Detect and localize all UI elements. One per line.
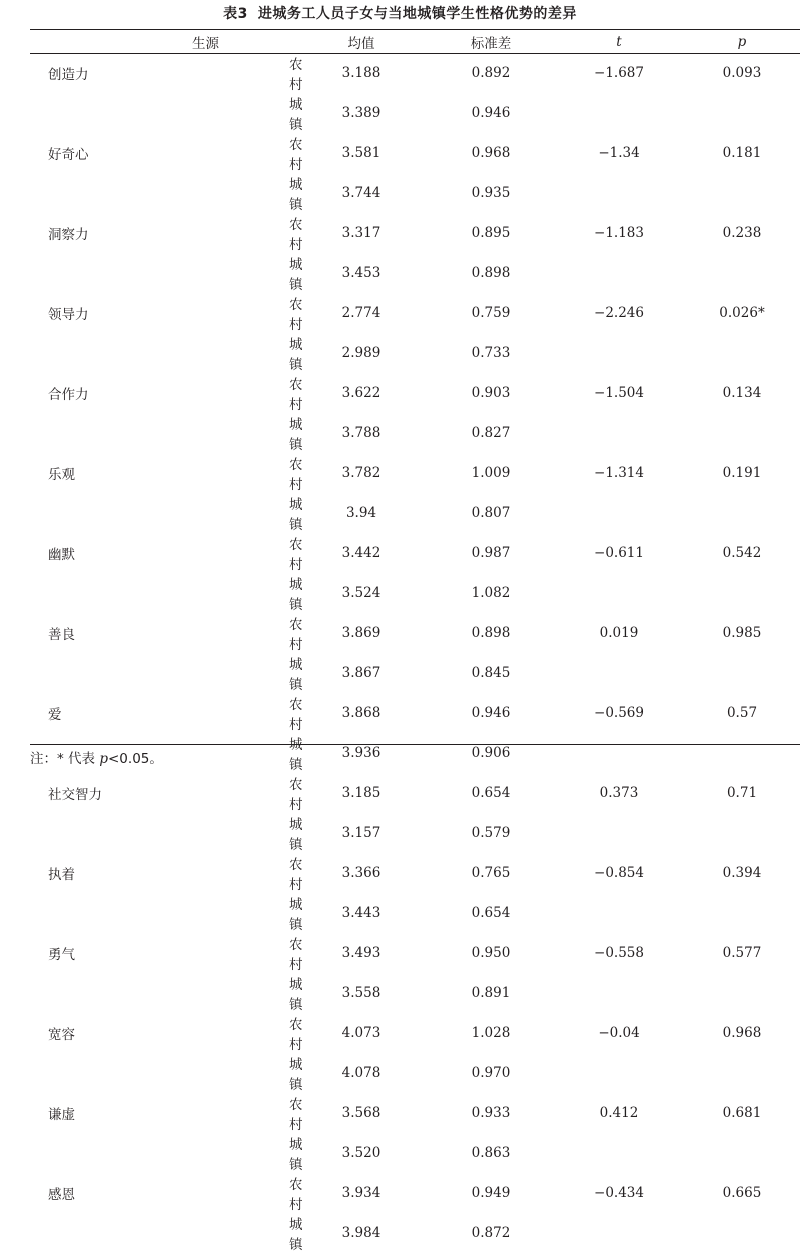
trait-cell: 创造力: [48, 67, 89, 83]
p-cell: [684, 973, 800, 1013]
mean-cell: 3.568: [341, 1105, 381, 1121]
t-cell: [554, 1053, 684, 1093]
mean-cell: 3.934: [341, 1185, 381, 1201]
table-row: [30, 973, 800, 1013]
table-caption: [0, 0, 800, 28]
sd-cell: 0.946: [471, 705, 511, 721]
trait-cell: [30, 1053, 158, 1093]
t-cell: −1.183: [594, 225, 644, 241]
table-row: [30, 853, 800, 893]
table-row: [30, 533, 800, 573]
p-cell: 0.71: [726, 785, 758, 801]
t-cell: [554, 1133, 684, 1173]
t-cell: [554, 653, 684, 693]
p-cell: [684, 413, 800, 453]
table-row: [30, 653, 800, 693]
table-title: 进城务工人员子女与当地城镇学生性格优势的差异: [257, 6, 577, 22]
sd-cell: 1.082: [471, 585, 511, 601]
p-cell: [684, 173, 800, 213]
t-cell: [554, 813, 684, 853]
table-row: [30, 773, 800, 813]
p-cell: 0.577: [722, 945, 762, 961]
t-cell: 0.019: [599, 625, 639, 641]
source-cell: 城镇: [289, 817, 303, 853]
table-row: [30, 1133, 800, 1173]
table-row: [30, 1213, 800, 1253]
mean-cell: 3.869: [341, 625, 381, 641]
p-cell: [684, 493, 800, 533]
table-row: [30, 133, 800, 173]
mean-cell: 3.185: [341, 785, 381, 801]
source-cell: 农村: [289, 1097, 303, 1133]
trait-cell: [30, 333, 158, 373]
source-cell: 农村: [289, 1177, 303, 1213]
header-source: 生源: [192, 35, 219, 52]
t-cell: [554, 333, 684, 373]
mean-cell: 3.493: [341, 945, 381, 961]
trait-cell: 勇气: [48, 947, 75, 963]
sd-cell: 0.863: [471, 1145, 511, 1161]
sd-cell: 0.987: [471, 545, 511, 561]
table-row: [30, 613, 800, 653]
source-cell: 农村: [289, 377, 303, 413]
p-cell: [684, 573, 800, 613]
source-cell: 农村: [289, 697, 303, 733]
t-cell: −0.04: [598, 1025, 640, 1041]
source-cell: 农村: [289, 57, 303, 93]
sd-cell: 0.872: [471, 1225, 511, 1241]
trait-cell: [30, 93, 158, 133]
table-row: [30, 253, 800, 293]
table-note: [30, 749, 163, 769]
table-row: [30, 453, 800, 493]
source-cell: 城镇: [289, 1217, 303, 1253]
p-cell: 0.681: [722, 1105, 762, 1121]
table-row: [30, 813, 800, 853]
sd-cell: 0.892: [471, 65, 511, 81]
sd-cell: 0.950: [471, 945, 511, 961]
trait-cell: 爱: [48, 707, 62, 723]
mean-cell: 3.94: [345, 505, 377, 521]
t-cell: −1.34: [598, 145, 640, 161]
p-cell: [684, 1133, 800, 1173]
p-cell: 0.985: [722, 625, 762, 641]
bottom-rule: [30, 744, 800, 745]
sd-cell: 0.946: [471, 105, 511, 121]
source-cell: 城镇: [289, 497, 303, 533]
sd-cell: 0.654: [471, 785, 511, 801]
t-cell: −0.854: [594, 865, 644, 881]
mean-cell: 4.078: [341, 1065, 381, 1081]
sd-cell: 0.949: [471, 1185, 511, 1201]
source-cell: 城镇: [289, 177, 303, 213]
t-cell: [554, 93, 684, 133]
header-t: t: [616, 33, 622, 50]
t-cell: [554, 413, 684, 453]
mean-cell: 3.558: [341, 985, 381, 1001]
mean-cell: 3.443: [341, 905, 381, 921]
source-cell: 农村: [289, 457, 303, 493]
source-cell: 城镇: [289, 977, 303, 1013]
table-row: [30, 573, 800, 613]
t-cell: 0.373: [599, 785, 639, 801]
table-number: 表3: [223, 6, 248, 22]
table-row: [30, 93, 800, 133]
header-trait: [30, 30, 158, 53]
table-row: [30, 933, 800, 973]
table-row: [30, 1013, 800, 1053]
sd-cell: 0.654: [471, 905, 511, 921]
t-cell: −0.558: [594, 945, 644, 961]
source-cell: 城镇: [289, 1057, 303, 1093]
sd-cell: 1.028: [471, 1025, 511, 1041]
sd-cell: 0.903: [471, 385, 511, 401]
source-cell: 城镇: [289, 417, 303, 453]
sd-cell: 0.933: [471, 1105, 511, 1121]
header-row: [30, 30, 800, 53]
mean-cell: 4.073: [341, 1025, 381, 1041]
trait-cell: 善良: [48, 627, 75, 643]
t-cell: [554, 1213, 684, 1253]
table-row: [30, 413, 800, 453]
note-suffix: <0.05。: [108, 751, 163, 767]
table-row: [30, 493, 800, 533]
p-cell: [684, 733, 800, 773]
trait-cell: [30, 973, 158, 1013]
mean-cell: 3.317: [341, 225, 381, 241]
source-cell: 农村: [289, 1017, 303, 1053]
t-cell: [554, 173, 684, 213]
p-cell: 0.394: [722, 865, 762, 881]
trait-cell: [30, 1133, 158, 1173]
sd-cell: 0.891: [471, 985, 511, 1001]
t-cell: 0.412: [599, 1105, 639, 1121]
p-cell: 0.093: [722, 65, 762, 81]
mean-cell: 2.774: [341, 305, 381, 321]
t-cell: −0.569: [594, 705, 644, 721]
table-body: [30, 53, 800, 1253]
mean-cell: 3.782: [341, 465, 381, 481]
sd-cell: 0.845: [471, 665, 511, 681]
trait-cell: [30, 653, 158, 693]
trait-cell: 社交智力: [48, 787, 102, 803]
table-row: [30, 213, 800, 253]
trait-cell: 宽容: [48, 1027, 75, 1043]
source-cell: 城镇: [289, 657, 303, 693]
source-cell: 农村: [289, 297, 303, 333]
source-cell: 农村: [289, 857, 303, 893]
table-row: [30, 1053, 800, 1093]
table-row: [30, 893, 800, 933]
t-cell: −2.246: [594, 305, 644, 321]
sd-cell: 0.733: [471, 345, 511, 361]
trait-cell: 乐观: [48, 467, 75, 483]
note-prefix: 注：* 代表: [30, 751, 100, 767]
source-cell: 城镇: [289, 1137, 303, 1173]
sd-cell: 0.906: [471, 745, 511, 761]
p-cell: [684, 253, 800, 293]
p-cell: [684, 893, 800, 933]
source-cell: 城镇: [289, 97, 303, 133]
table-row: [30, 173, 800, 213]
comparison-table: [30, 30, 800, 1253]
table-row: [30, 1173, 800, 1213]
source-cell: 农村: [289, 137, 303, 173]
p-cell: [684, 93, 800, 133]
trait-cell: 领导力: [48, 307, 89, 323]
sd-cell: 0.807: [471, 505, 511, 521]
source-cell: 城镇: [289, 337, 303, 373]
p-cell: 0.238: [722, 225, 762, 241]
mean-cell: 3.389: [341, 105, 381, 121]
sd-cell: 0.935: [471, 185, 511, 201]
mean-cell: 3.520: [341, 1145, 381, 1161]
source-cell: 城镇: [289, 737, 303, 773]
table-row: [30, 53, 800, 93]
mean-cell: 2.989: [341, 345, 381, 361]
t-cell: [554, 893, 684, 933]
source-cell: 城镇: [289, 257, 303, 293]
sd-cell: 0.759: [471, 305, 511, 321]
note-p-symbol: p: [99, 751, 108, 767]
trait-cell: 洞察力: [48, 227, 89, 243]
p-cell: [684, 813, 800, 853]
mean-cell: 3.453: [341, 265, 381, 281]
sd-cell: 0.898: [471, 265, 511, 281]
t-cell: [554, 493, 684, 533]
table-row: [30, 693, 800, 733]
p-cell: 0.134: [722, 385, 762, 401]
mean-cell: 3.936: [341, 745, 381, 761]
sd-cell: 0.765: [471, 865, 511, 881]
trait-cell: [30, 493, 158, 533]
p-cell: 0.181: [722, 145, 762, 161]
p-cell: 0.57: [726, 705, 758, 721]
t-cell: [554, 733, 684, 773]
trait-cell: [30, 893, 158, 933]
sd-cell: 0.579: [471, 825, 511, 841]
source-cell: 农村: [289, 537, 303, 573]
t-cell: [554, 253, 684, 293]
p-cell: 0.026*: [719, 305, 765, 321]
mean-cell: 3.744: [341, 185, 381, 201]
p-cell: [684, 1053, 800, 1093]
mean-cell: 3.524: [341, 585, 381, 601]
p-cell: 0.665: [722, 1185, 762, 1201]
source-cell: 农村: [289, 617, 303, 653]
sd-cell: 0.895: [471, 225, 511, 241]
trait-cell: [30, 1213, 158, 1253]
source-cell: 城镇: [289, 897, 303, 933]
trait-cell: 谦虚: [48, 1107, 75, 1123]
source-cell: 农村: [289, 217, 303, 253]
trait-cell: [30, 813, 158, 853]
source-cell: 城镇: [289, 577, 303, 613]
header-p: p: [737, 33, 747, 50]
trait-cell: [30, 573, 158, 613]
p-cell: [684, 1213, 800, 1253]
mean-cell: 3.867: [341, 665, 381, 681]
mean-cell: 3.788: [341, 425, 381, 441]
t-cell: −1.504: [594, 385, 644, 401]
trait-cell: 感恩: [48, 1187, 75, 1203]
mean-cell: 3.581: [341, 145, 381, 161]
table-row: [30, 333, 800, 373]
source-cell: 农村: [289, 937, 303, 973]
header-mean: 均值: [347, 35, 375, 52]
trait-cell: [30, 173, 158, 213]
mean-cell: 3.622: [341, 385, 381, 401]
sd-cell: 0.898: [471, 625, 511, 641]
trait-cell: 合作力: [48, 387, 89, 403]
sd-cell: 1.009: [471, 465, 511, 481]
t-cell: −0.611: [594, 545, 644, 561]
t-cell: −1.314: [594, 465, 644, 481]
p-cell: 0.968: [722, 1025, 762, 1041]
trait-cell: [30, 413, 158, 453]
mean-cell: 3.984: [341, 1225, 381, 1241]
mean-cell: 3.868: [341, 705, 381, 721]
trait-cell: [30, 253, 158, 293]
t-cell: [554, 573, 684, 613]
trait-cell: 好奇心: [48, 147, 89, 163]
trait-cell: 执着: [48, 867, 75, 883]
source-cell: 农村: [289, 777, 303, 813]
t-cell: −0.434: [594, 1185, 644, 1201]
header-sd: 标准差: [470, 35, 512, 52]
table-row: [30, 1093, 800, 1133]
mean-cell: 3.442: [341, 545, 381, 561]
p-cell: 0.191: [722, 465, 762, 481]
t-cell: −1.687: [594, 65, 644, 81]
mean-cell: 3.366: [341, 865, 381, 881]
mean-cell: 3.157: [341, 825, 381, 841]
trait-cell: 幽默: [48, 547, 75, 563]
mean-cell: 3.188: [341, 65, 381, 81]
t-cell: [554, 973, 684, 1013]
sd-cell: 0.968: [471, 145, 511, 161]
table-row: [30, 373, 800, 413]
table-row: [30, 293, 800, 333]
sd-cell: 0.827: [471, 425, 511, 441]
sd-cell: 0.970: [471, 1065, 511, 1081]
p-cell: 0.542: [722, 545, 762, 561]
p-cell: [684, 653, 800, 693]
p-cell: [684, 333, 800, 373]
